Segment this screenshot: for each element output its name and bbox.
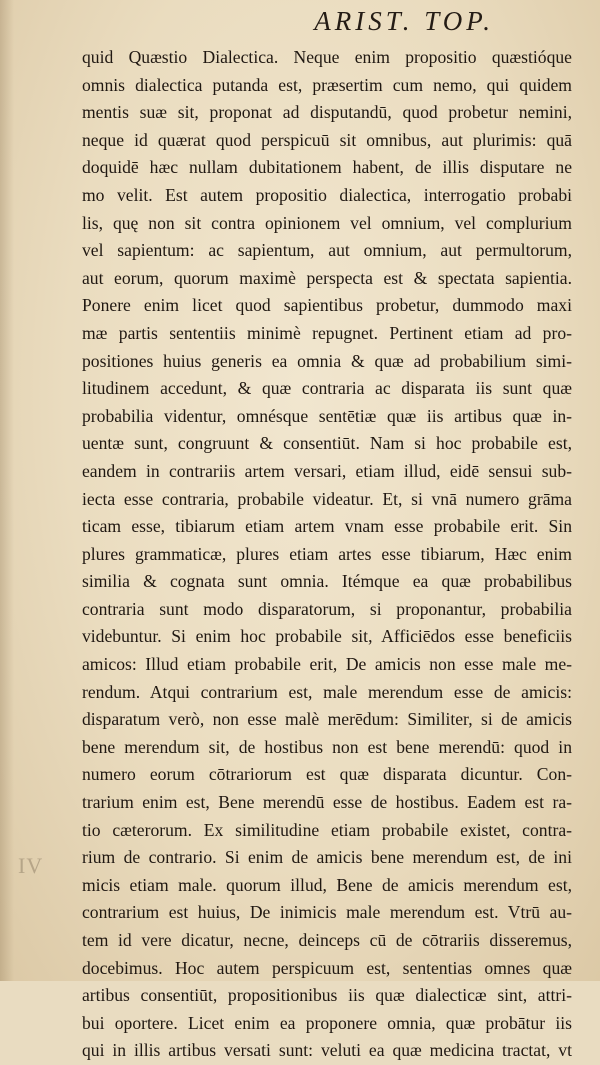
text-line: omnis dialectica putanda est, præsertim cum nemo, qui quidem (82, 74, 572, 95)
text-line: plures grammaticæ, plures etiam artes esse tibiarum, Hæc enim (82, 543, 572, 564)
text-line: vel sapientum: ac sapientum, aut omnium, aut permultorum, (82, 240, 572, 261)
text-line: contrarium est huius, De inimicis male merendum est. Vtrū au- (82, 902, 572, 923)
text-line: Ponere enim licet quod sapientibus probetur, dummodo maxi (82, 295, 572, 316)
text-line: ticam esse, tibiarum etiam artem vnam esse probabile erit. Sin (82, 516, 572, 537)
text-line: mæ partis sententiis minimè repugnet. Pertinent etiam ad pro- (82, 322, 572, 343)
text-line: bui oportere. Licet enim ea proponere omnia, quæ probātur iis (82, 1012, 572, 1033)
text-line: micis etiam male. quorum illud, Bene de amicis merendum est, (82, 874, 572, 895)
text-line: tio cæterorum. Ex similitudine etiam probabile existet, contra- (82, 819, 572, 840)
text-line: positiones huius generis ea omnia & quæ ad probabilium simi- (82, 350, 572, 371)
margin-mark: IV (18, 853, 44, 878)
text-line: tem id vere dicatur, necne, deinceps cū de cōtrariis disseremus, (82, 930, 572, 950)
text-line: uentæ sunt, congruunt & consentiūt. Nam si hoc probabile est, (82, 433, 572, 454)
text-line: videbuntur. Si enim hoc probabile sit, Afficiēdos esse beneficiis (82, 626, 572, 647)
text-line: eandem in contrariis artem versari, etiam illud, eidē sensui sub- (82, 460, 572, 481)
text-line: probabilia videntur, omnésque sentētiæ quæ iis artibus quæ in- (82, 405, 572, 426)
text-line: disparatum verò, non esse malè merēdum: Similiter, si de amicis (82, 709, 572, 730)
text-line: lis, quę non sit contra opinionem vel omnium, vel complurium (82, 212, 572, 233)
text-line: qui in illis artibus versati sunt: veluti ea quæ medicina tractat, vt (82, 1040, 572, 1061)
text-line: docebimus. Hoc autem perspicuum est, sententias omnes quæ (82, 957, 572, 978)
text-line: contraria sunt modo disparatorum, si proponantur, probabilia (82, 598, 572, 619)
text-line: mo velit. Est autem propositio dialectica, interrogatio probabi (82, 184, 572, 205)
text-line: bene merendum sit, de hostibus non est bene merendū: quod in (82, 736, 572, 757)
binding-shadow (0, 0, 14, 981)
text-line: numero eorum cōtrariorum est quæ disparata dicuntur. Con- (82, 764, 572, 785)
running-head-title: ARIST. TOP. (314, 6, 494, 36)
text-line: quid Quæstio Dialectica. Neque enim propositio quæstióque (82, 47, 572, 67)
text-line: doquidē hæc nullam dubitationem habent, de illis disputare ne (82, 157, 572, 178)
text-line: similia & cognata sunt omnia. Itémque ea quæ probabilibus (82, 571, 572, 592)
text-line: rendum. Atqui contrarium est, male merendum esse de amicis: (82, 681, 572, 702)
text-line: amicos: Illud etiam probabile erit, De amicis non esse male me- (82, 654, 572, 675)
body-text (82, 44, 572, 1065)
text-line: mentis suæ sit, proponat ad disputandū, quod probetur nemini, (82, 102, 572, 123)
text-line: litudinem accedunt, & quæ contraria ac disparata iis sunt quæ (82, 378, 572, 399)
text-line: neque id quærat quod perspicuū sit omnibus, aut plurimis: quā (82, 129, 572, 150)
text-line: iecta esse contraria, probabile videatur. Et, si vnā numero grāma (82, 488, 572, 509)
text-line: aut eorum, quorum maximè perspecta est & spectata sapientia. (82, 267, 572, 288)
text-line: trarium enim est, Bene merendū esse de hostibus. Eadem est ra- (82, 792, 572, 813)
text-line: artibus consentiūt, propositionibus iis quæ dialecticæ sint, attri- (82, 985, 572, 1006)
running-head (0, 4, 600, 40)
text-line: rium de contrario. Si enim de amicis bene merendum est, de ini (82, 847, 572, 868)
